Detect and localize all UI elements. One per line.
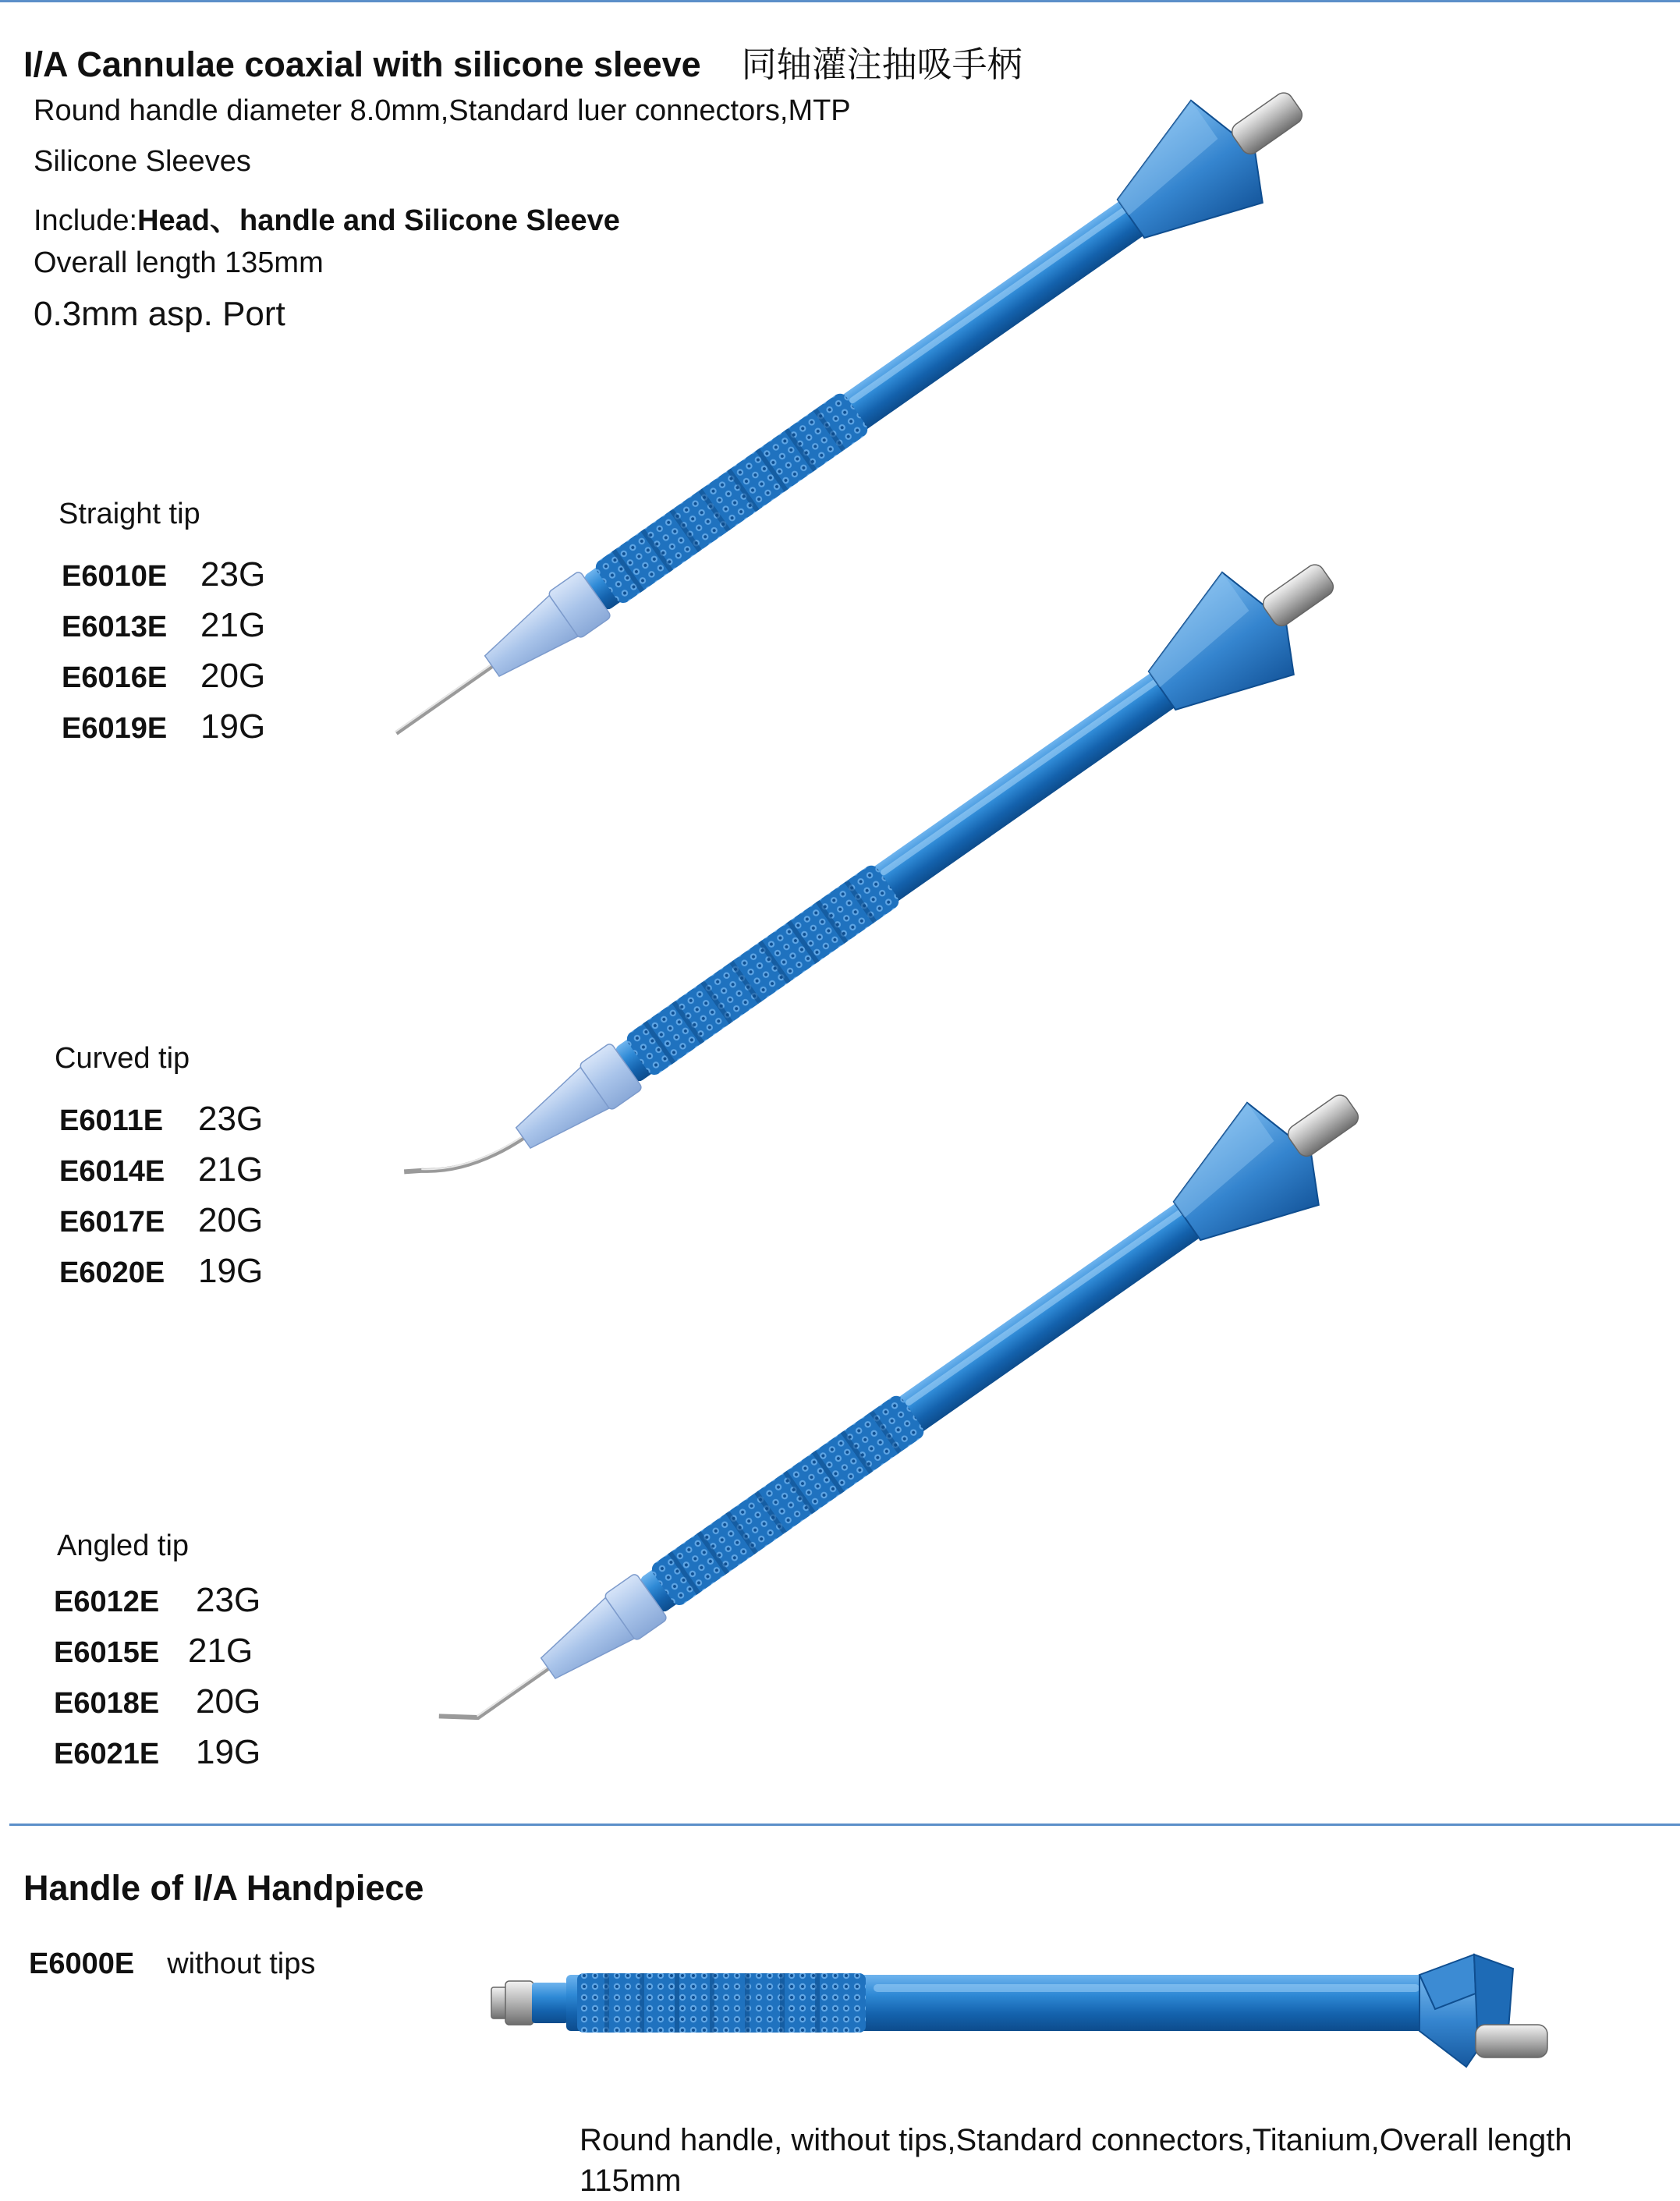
group-title-angled: Angled tip bbox=[57, 1529, 190, 1562]
handle-product-desc: without tips bbox=[167, 1948, 316, 1980]
product-gauge: 19G bbox=[200, 707, 266, 746]
product-code: E6018E bbox=[54, 1687, 160, 1720]
spec-diameter: Round handle diameter 8.0mm,Standard luer connectors,MTP bbox=[34, 94, 851, 127]
section-title-en: I/A Cannulae coaxial with silicone sleeve bbox=[23, 44, 701, 84]
spec-length: Overall length 135mm bbox=[34, 246, 324, 279]
product-code: E6021E bbox=[54, 1738, 160, 1770]
instrument-handle-only bbox=[491, 1955, 1547, 2067]
product-gauge: 20G bbox=[198, 1201, 264, 1239]
product-code: E6015E bbox=[54, 1636, 160, 1669]
spec-include-label: Include: bbox=[34, 204, 138, 237]
product-code: E6014E bbox=[59, 1155, 165, 1188]
handle-product-code: E6000E bbox=[29, 1948, 135, 1980]
instrument-angled-tip bbox=[416, 1054, 1388, 1787]
product-gauge: 23G bbox=[200, 555, 266, 594]
product-code: E6012E bbox=[54, 1586, 160, 1618]
product-code: E6020E bbox=[59, 1256, 165, 1289]
group-title-straight: Straight tip bbox=[58, 498, 200, 530]
product-code: E6017E bbox=[59, 1206, 165, 1239]
section-title-cn: 同轴灌注抽吸手柄 bbox=[741, 44, 1023, 85]
product-gauge: 21G bbox=[198, 1150, 264, 1189]
product-code: E6013E bbox=[62, 611, 168, 643]
product-gauge: 23G bbox=[198, 1100, 264, 1138]
product-code: E6019E bbox=[62, 712, 168, 745]
product-gauge: 23G bbox=[196, 1581, 261, 1619]
product-code: E6010E bbox=[62, 560, 168, 593]
product-gauge: 20G bbox=[200, 657, 266, 695]
curved-tip-needle bbox=[404, 1104, 524, 1205]
product-gauge: 21G bbox=[200, 606, 266, 644]
spec-port: 0.3mm asp. Port bbox=[34, 295, 285, 333]
spec-include-items: Head、handle and Silicone Sleeve bbox=[137, 204, 620, 237]
product-gauge: 20G bbox=[196, 1682, 261, 1721]
section2-title: Handle of I/A Handpiece bbox=[23, 1868, 424, 1908]
product-code: E6016E bbox=[62, 661, 168, 694]
product-gauge: 19G bbox=[198, 1252, 264, 1290]
product-gauge: 19G bbox=[196, 1733, 261, 1771]
product-gauge: 21G bbox=[188, 1632, 253, 1670]
straight-tip-needle bbox=[396, 664, 495, 733]
product-code: E6011E bbox=[59, 1104, 164, 1137]
handle-description: Round handle, without tips,Standard connectors,Titanium,Overall length 115mm bbox=[579, 2123, 1572, 2198]
angled-tip-needle bbox=[439, 1648, 550, 1735]
spec-sleeves: Silicone Sleeves bbox=[34, 145, 251, 178]
group-title-curved: Curved tip bbox=[55, 1042, 190, 1075]
